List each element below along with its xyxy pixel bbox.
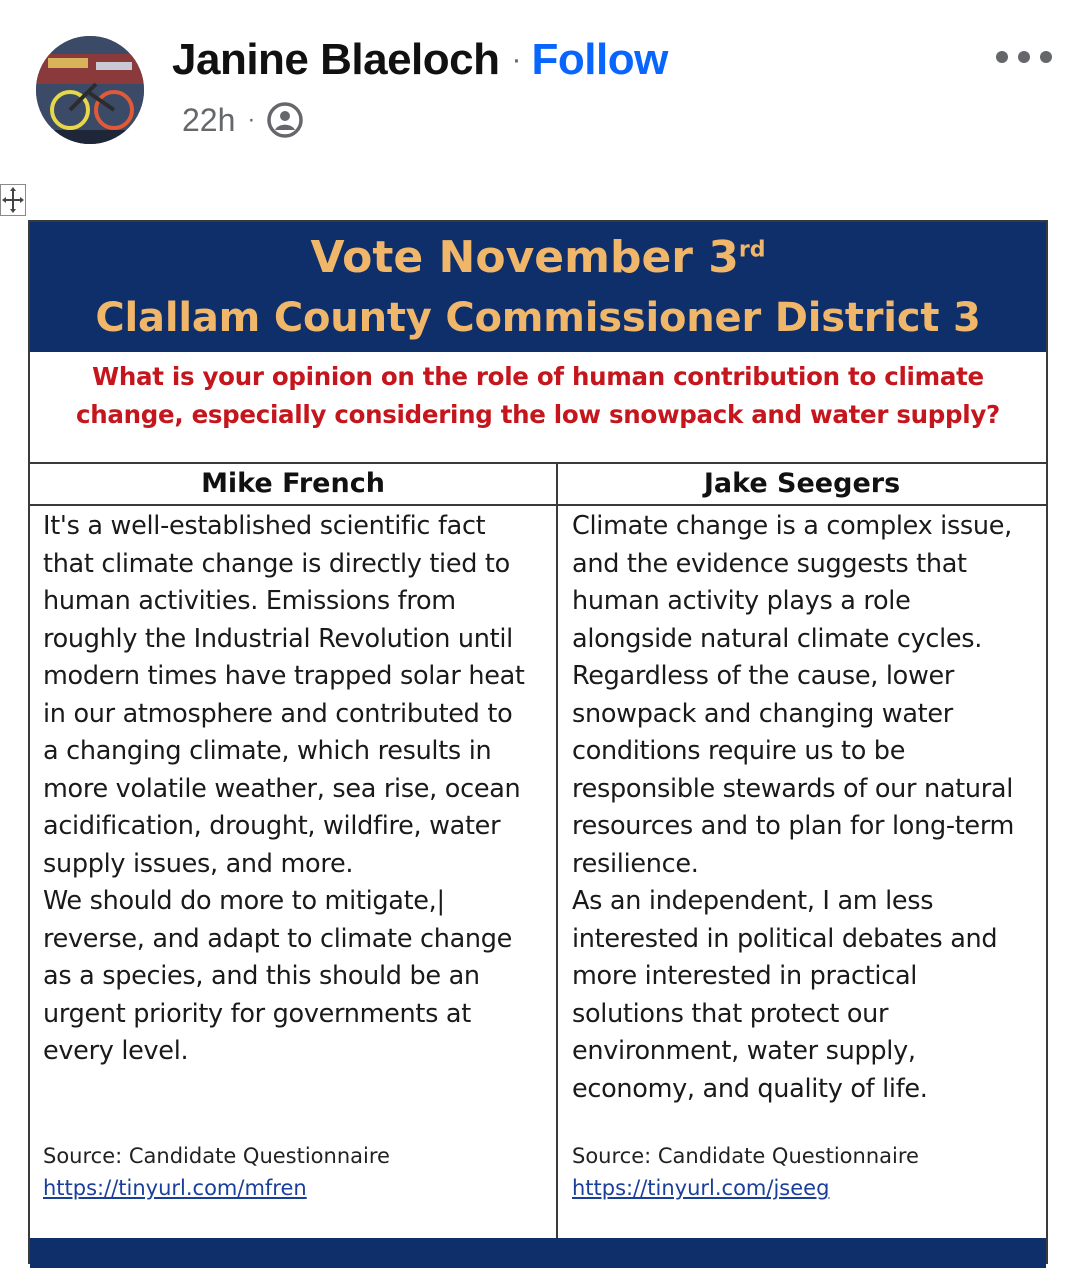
post-time[interactable]: 22h [182, 101, 236, 138]
source-block [43, 1140, 390, 1204]
answer-line: a changing climate, which results in [43, 736, 492, 766]
answer-line: reverse, and adapt to climate change [43, 923, 513, 954]
author-avatar[interactable] [36, 36, 144, 144]
candidate-name: Mike French [30, 464, 556, 506]
flyer-banner [30, 222, 1046, 352]
author-name[interactable]: Janine Blaeloch [172, 35, 500, 84]
source-label: Source: Candidate Questionnaire [572, 1144, 919, 1168]
flyer-question [30, 352, 1046, 462]
answer-line: Climate change is a complex issue, [572, 511, 1012, 541]
answer-line: that climate change is directly tied to [43, 548, 510, 579]
answer-line: and the evidence suggests that [572, 548, 967, 579]
candidate-column-mike-french [30, 464, 558, 1238]
meta-separator: · [247, 106, 256, 133]
answer-line: solutions that protect our [572, 998, 889, 1029]
post-header [0, 0, 1080, 170]
vote-date: Vote November 3 [310, 232, 739, 283]
answer-line: It's a well-established scientific fact [43, 511, 486, 541]
answer-line: more interested in practical [572, 961, 918, 991]
source-block [572, 1140, 919, 1204]
answer-line: in our atmosphere and contributed to [43, 698, 513, 729]
answer-line: As an independent, I am less [572, 886, 934, 916]
flyer-title-line2: Clallam County Commissioner District 3 [95, 295, 981, 341]
answer-line: We should do more to mitigate,| [43, 886, 445, 916]
answer-line: economy, and quality of life. [572, 1073, 928, 1104]
answer-line: every level. [43, 1036, 189, 1066]
answer-line: acidification, drought, wildfire, water [43, 811, 501, 841]
answer-line: environment, water supply, [572, 1036, 916, 1066]
answer-line: human activity plays a role [572, 586, 911, 616]
candidate-columns [30, 462, 1046, 1238]
answer-line: urgent priority for governments at [43, 998, 471, 1029]
answer-line: resilience. [572, 848, 699, 879]
answer-line: snowpack and changing water [572, 698, 953, 729]
flyer-image[interactable] [28, 220, 1048, 1264]
answer-line: human activities. Emissions from [43, 586, 456, 616]
answer-line: Regardless of the cause, lower [572, 661, 955, 691]
date-ordinal: rd [738, 237, 766, 263]
avatar-image [36, 36, 144, 144]
candidate-answer [30, 506, 556, 1071]
source-label: Source: Candidate Questionnaire [43, 1144, 390, 1168]
answer-line: responsible stewards of our natural [572, 773, 1014, 804]
candidate-answer [558, 506, 1046, 1108]
question-line: change, especially considering the low snowpack and water supply? [76, 400, 1000, 429]
flyer-title-line1 [30, 222, 1046, 284]
candidate-column-jake-seegers [558, 464, 1046, 1238]
post-meta [182, 98, 305, 142]
candidate-name: Jake Seegers [558, 464, 1046, 506]
separator-dot: · [511, 43, 522, 76]
answer-line: alongside natural climate cycles. [572, 623, 983, 654]
source-link[interactable]: https://tinyurl.com/mfren [43, 1176, 307, 1200]
answer-line: supply issues, and more. [43, 848, 354, 879]
author-line [172, 30, 668, 90]
question-line: What is your opinion on the role of human contribution to climate [92, 362, 984, 391]
public-globe-icon[interactable] [265, 100, 305, 140]
answer-line: more volatile weather, sea rise, ocean [43, 773, 521, 804]
follow-button[interactable]: Follow [531, 35, 668, 84]
answer-line: as a species, and this should be an [43, 961, 480, 991]
source-link[interactable]: https://tinyurl.com/jseeg [572, 1176, 830, 1200]
answer-line: modern times have trapped solar heat [43, 661, 525, 691]
more-options-icon[interactable] [996, 42, 1052, 72]
answer-line: resources and to plan for long-term [572, 811, 1015, 841]
answer-line: conditions require us to be [572, 736, 906, 766]
answer-line: interested in political debates and [572, 923, 998, 954]
move-handle-icon[interactable] [0, 184, 26, 216]
answer-line: roughly the Industrial Revolution until [43, 623, 513, 654]
